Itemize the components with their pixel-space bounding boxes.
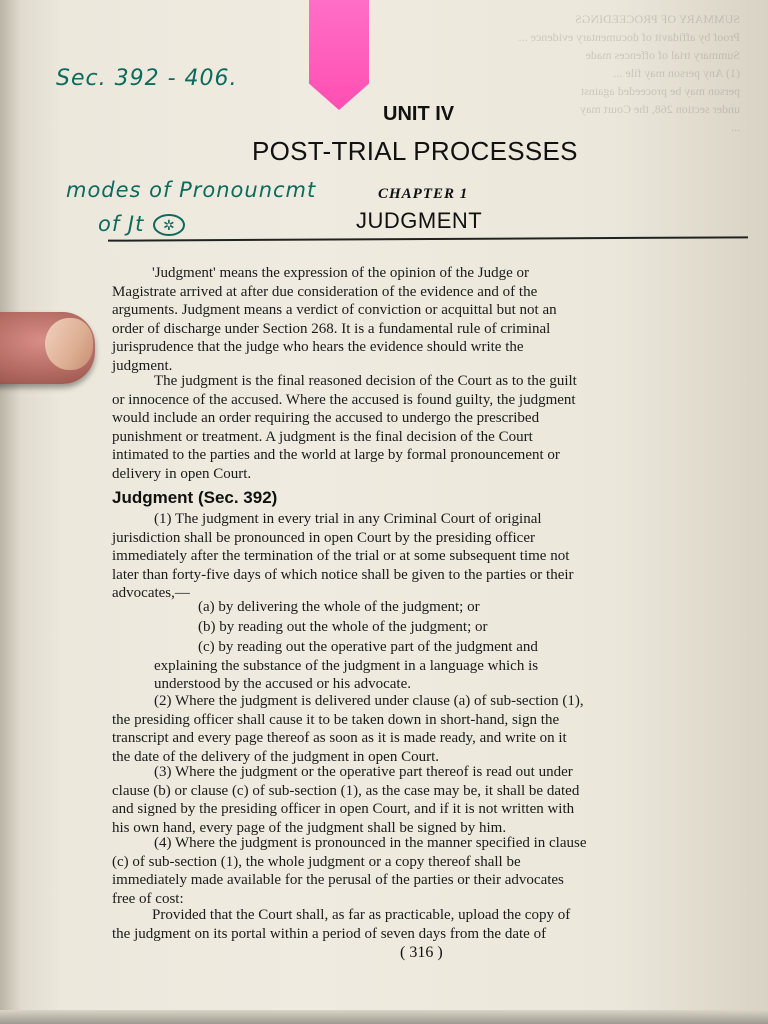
page-bottom-edge [0, 1010, 768, 1024]
svg-text:✲: ✲ [163, 218, 176, 234]
chapter-title: JUDGMENT [356, 208, 483, 233]
page-number: ( 316 ) [400, 944, 443, 961]
handwritten-margin-note-2: of Jt ✲ [98, 212, 186, 237]
page-gutter [0, 0, 22, 1024]
handwritten-margin-note-1: modes of Pronouncmt [66, 178, 317, 202]
subsection-2: (2) Where the judgment is delivered under clause (a) of sub-section (1), the presiding officer shall cause it to be taken down in short-hand, sign the transcript and every page thereof as soon as it is made ready, and write on it the date of the delivery of the judgment in open Court. [112, 693, 584, 765]
section-heading: Judgment (Sec. 392) [112, 488, 278, 507]
unit-label: UNIT IV [383, 103, 455, 125]
fingernail [45, 318, 93, 370]
intro-paragraph-2: The judgment is the final reasoned decision of the Court as to the guilt or innocence of the accused. Where the accused is found guilty, the judgment would include an order requiring the accused to undergo the prescribed punishment or treatment. A judgment is the final decision of the Court intimated to the parties and the world at large by formal pronouncement or delivery in open Court. [112, 373, 577, 482]
proviso: Provided that the Court shall, as far as practicable, upload the copy of the judgment on its portal within a period of seven days from the date of [112, 907, 571, 942]
clause-a: (a) by delivering the whole of the judgment; or [198, 599, 480, 615]
subsection-4: (4) Where the judgment is pronounced in the manner specified in clause (c) of sub-section (1), the whole judgment or a copy thereof shall be immediately made available for the perusal of the parties or their advocates free of cost: [112, 835, 587, 907]
clause-c: (c) by reading out the operative part of the judgment and explaining the substance of the judgment in a language which is understood by the accused or his advocate. [154, 639, 539, 692]
subsection-1: (1) The judgment in every trial in any Criminal Court of original jurisdiction shall be pronounced in open Court by the presiding officer immediately after the termination of the trial or at some subsequent time not later than forty-five days of which notice shall be given to the parties or their advocates,— [112, 511, 574, 601]
intro-paragraph-1: 'Judgment' means the expression of the opinion of the Judge or Magistrate arrived at after due consideration of the evidence and of the arguments. Judgment means a verdict of conviction or acquittal but not an order of discharge under Section 268. It is a fundamental rule of criminal jurisprudence that the judge who hears the evidence should write the judgment. [112, 265, 557, 374]
handwritten-section-ref: Sec. 392 - 406. [56, 66, 238, 91]
part-title: POST-TRIAL PROCESSES [252, 136, 578, 166]
show-through-text: SUMMARY OF PROCEEDINGS Proof by affidavit of documentary evidence ... Summary trial of offences made (1) Any person may file ... person may be proceeded against under section 268, the Court may ... [518, 12, 740, 134]
chapter-label: CHAPTER 1 [378, 186, 469, 202]
circled-star-icon [152, 213, 186, 237]
clause-b: (b) by reading out the whole of the judgment; or [198, 619, 488, 635]
subsection-3: (3) Where the judgment or the operative part thereof is read out under clause (b) or clause (c) of sub-section (1), as the case may be, it shall be dated and signed by the presiding officer in open Court, and if it is not written with his own hand, every page of the judgment shall be signed by him. [112, 764, 580, 836]
